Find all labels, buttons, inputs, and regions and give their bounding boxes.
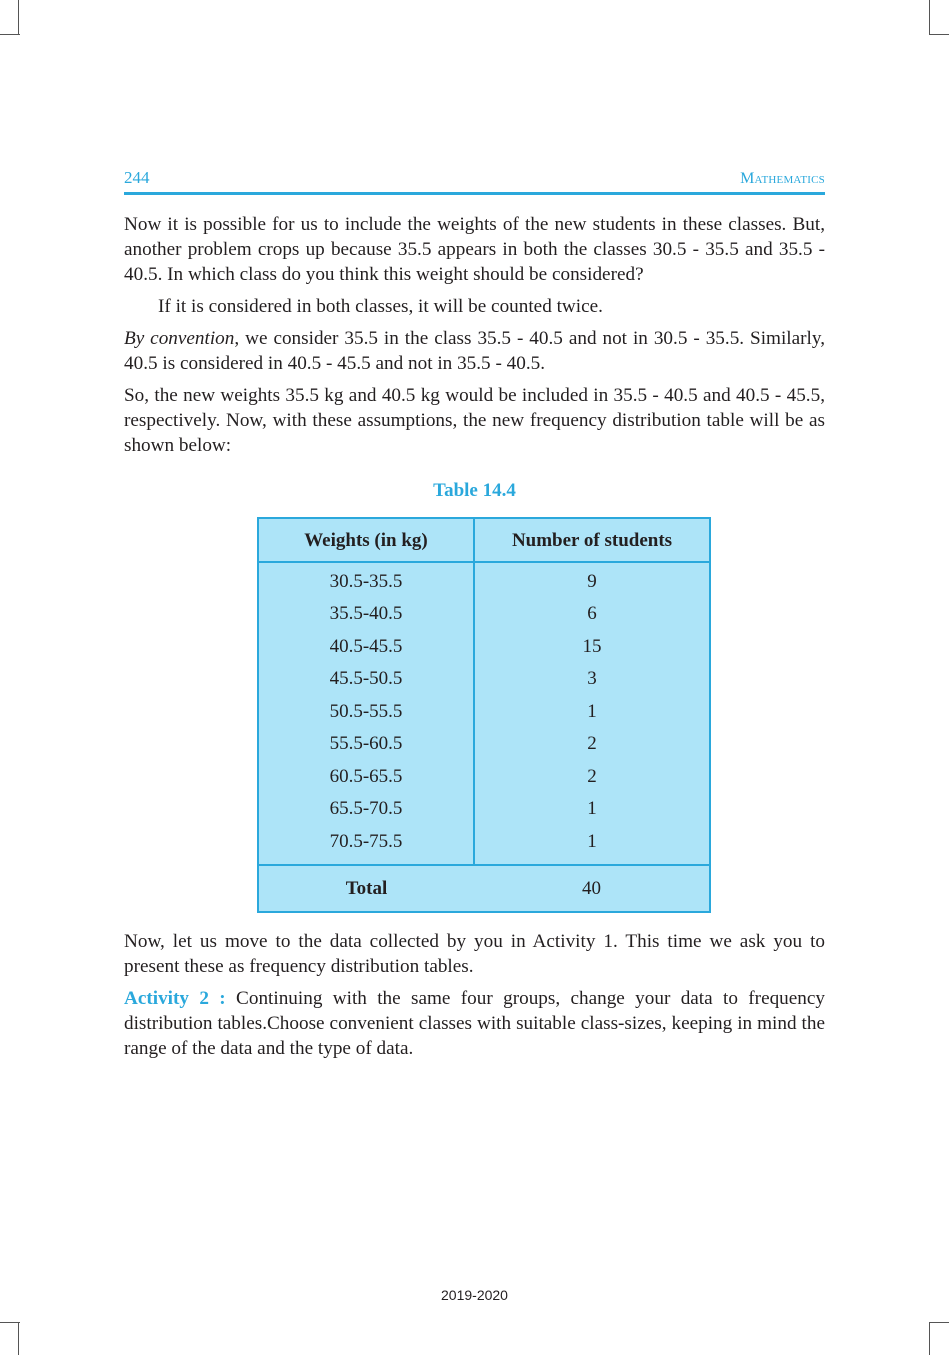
student-count: 1 (587, 830, 597, 852)
activity-text: Continuing with the same four groups, change your data to frequency distribution tables.Choose convenient classes with suitable class-sizes, keeping in mind the range of the data and the type of data. (124, 987, 825, 1059)
student-count: 9 (587, 570, 597, 592)
total-value: 40 (474, 865, 710, 912)
crop-mark (929, 1322, 930, 1355)
activity-label: Activity 2 : (124, 987, 226, 1009)
paragraph-new-weights: So, the new weights 35.5 kg and 40.5 kg would be included in 35.5 - 40.5 and 40.5 - 45.5, respectively. Now, with these assumptions, the new frequency distribution table will be as shown below: (124, 385, 825, 456)
crop-mark (0, 34, 20, 35)
paragraph-counted-twice: If it is considered in both classes, it will be counted twice. (158, 296, 603, 317)
table-row (258, 825, 710, 865)
header-rule (124, 192, 825, 195)
weight-class: 60.5-65.5 (258, 760, 474, 793)
table-row (258, 562, 710, 598)
weight-class: 50.5-55.5 (258, 695, 474, 728)
header-students: Number of students (474, 518, 710, 562)
student-count: 1 (587, 700, 597, 722)
page-content (124, 212, 825, 1068)
student-count: 15 (582, 635, 602, 657)
crop-mark (929, 0, 930, 34)
crop-mark (929, 1322, 949, 1323)
crop-mark (18, 0, 19, 34)
paragraph-activity-2 (124, 986, 825, 1061)
frequency-table (257, 517, 711, 913)
running-head: Mathematics (740, 170, 825, 187)
page-header (124, 168, 825, 194)
weight-class: 65.5-70.5 (258, 793, 474, 826)
paragraph-intro: Now it is possible for us to include the weights of the new students in these classes. But, another problem crops up because 35.5 appears in both the classes 30.5 - 35.5 and 35.5 - 40.5. In which class do you think this weight should be considered? (124, 214, 825, 285)
convention-emphasis: By convention (124, 328, 235, 349)
table-total-row (258, 865, 710, 912)
page-number: 244 (124, 168, 150, 187)
weight-class: 40.5-45.5 (258, 630, 474, 663)
weight-class: 30.5-35.5 (258, 562, 474, 598)
table-caption: Table 14.4 (433, 480, 516, 501)
paragraph-activity-intro: Now, let us move to the data collected by you in Activity 1. This time we ask you to present these as frequency distribution tables. (124, 930, 825, 977)
table-row (258, 728, 710, 761)
header-weights: Weights (in kg) (258, 518, 474, 562)
crop-mark (0, 1322, 20, 1323)
convention-text: , we consider 35.5 in the class 35.5 - 40.5 and not in 30.5 - 35.5. Similarly, 40.5 is considered in 40.5 - 45.5 and not in 35.5 - 40.5. (124, 328, 825, 374)
student-count: 6 (587, 603, 597, 625)
crop-mark (929, 34, 949, 35)
table-header-row (258, 518, 710, 562)
crop-mark (18, 1322, 19, 1355)
table-row (258, 793, 710, 826)
table-row (258, 663, 710, 696)
student-count: 2 (587, 733, 597, 755)
student-count: 2 (587, 765, 597, 787)
table-row (258, 695, 710, 728)
weight-class: 55.5-60.5 (258, 728, 474, 761)
student-count: 3 (587, 668, 597, 690)
table-row (258, 598, 710, 631)
weight-class: 70.5-75.5 (258, 825, 474, 865)
total-label: Total (258, 865, 474, 912)
weight-class: 35.5-40.5 (258, 598, 474, 631)
footer-year: 2019-2020 (441, 1287, 508, 1303)
paragraph-convention (124, 326, 825, 376)
student-count: 1 (587, 798, 597, 820)
table-row (258, 760, 710, 793)
table-row (258, 630, 710, 663)
weight-class: 45.5-50.5 (258, 663, 474, 696)
